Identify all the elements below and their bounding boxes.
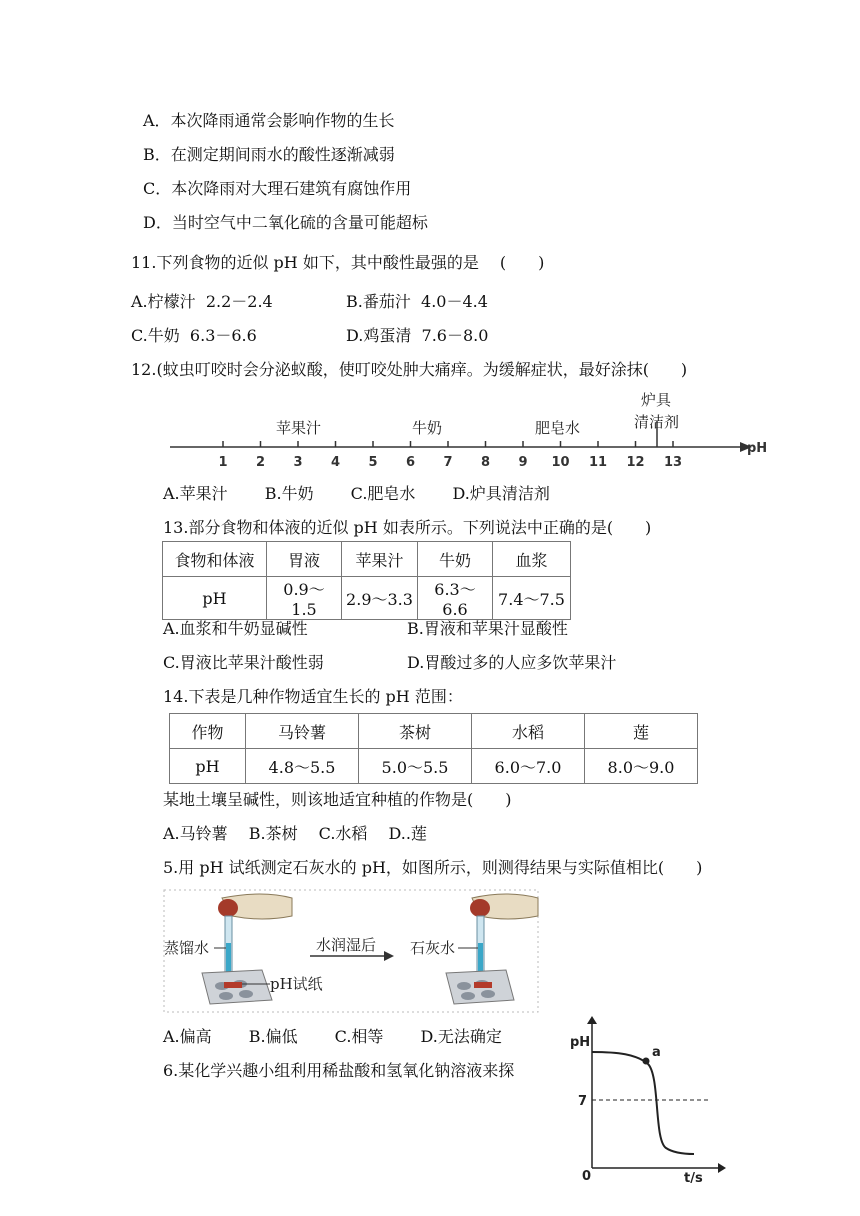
- table-row: [163, 577, 571, 620]
- y-axis-label: pH: [570, 1035, 591, 1050]
- label-milk: 牛奶: [412, 419, 443, 437]
- q13-option-d: D.胃酸过多的人应多饮苹果汁: [407, 653, 617, 672]
- dropper-bulb-icon: [218, 899, 238, 917]
- label-apple-juice: 苹果汁: [276, 419, 322, 437]
- table-cell: 2.9～3.3: [342, 577, 418, 620]
- q13-option-b: B.胃液和苹果汁显酸性: [407, 619, 568, 638]
- q11-stem: 11.下列食物的近似 pH 如下，其中酸性最强的是 ( ): [131, 253, 545, 272]
- ph-paper-strip: [474, 982, 492, 988]
- q13-stem: 13.部分食物和体液的近似 pH 如表所示。下列说法中正确的是( ): [163, 518, 652, 537]
- scale-tick-label: 2: [255, 455, 266, 470]
- y-axis-arrow: [587, 1016, 597, 1024]
- label-ph-paper: pH试纸: [270, 975, 323, 993]
- x-axis-arrow: [718, 1163, 726, 1173]
- scale-tick-label: 13: [663, 455, 683, 470]
- table-cell: pH: [170, 749, 246, 784]
- q10-option-b: B．在测定期间雨水的酸性逐渐减弱: [143, 145, 395, 164]
- scale-tick-label: 11: [588, 455, 608, 470]
- label-cleaner-line1: 炉具: [641, 391, 672, 409]
- scale-tick-label: 3: [293, 455, 303, 470]
- q11-option-c: C.牛奶 6.3－6.6: [131, 326, 257, 345]
- table-cell: 莲: [585, 714, 698, 749]
- scale-tick-label: 5: [368, 455, 378, 470]
- table-cell: 6.3～6.6: [418, 577, 493, 620]
- scale-tick-label: 7: [443, 455, 453, 470]
- q14-table: [169, 713, 698, 784]
- table-header-row: [170, 714, 698, 749]
- q14-options: A.马铃薯 B.茶树 C.水稻 D..莲: [163, 824, 427, 843]
- table-row: [170, 749, 698, 784]
- table-header-row: [163, 542, 571, 577]
- left-spot-plate: [202, 970, 272, 1004]
- q5-stem: 5.用 pH 试纸测定石灰水的 pH，如图所示，则测得结果与实际值相比( ): [163, 858, 703, 877]
- ph-paper-strip: [224, 982, 242, 988]
- table-cell: 6.0～7.0: [472, 749, 585, 784]
- scale-tick-label: 4: [330, 455, 341, 470]
- table-cell: 水稻: [472, 714, 585, 749]
- q6-stem: 6.某化学兴趣小组利用稀盐酸和氢氧化钠溶液来探: [163, 1061, 515, 1080]
- scale-tick-label: 9: [518, 455, 528, 470]
- scale-tick-label: 1: [218, 455, 228, 470]
- label-cleaner-line2: 清洁剂: [634, 413, 680, 431]
- right-spot-plate: [446, 970, 514, 1004]
- q10-option-a: A．本次降雨通常会影响作物的生长: [143, 111, 395, 130]
- q12-options: A.苹果汁 B.牛奶 C.肥皂水 D.炉具清洁剂: [163, 484, 550, 503]
- table-cell: 0.9～1.5: [267, 577, 342, 620]
- label-point-a: a: [652, 1045, 661, 1060]
- dropper-bulb-icon: [470, 899, 490, 917]
- q5-options: A.偏高 B.偏低 C.相等 D.无法确定: [163, 1027, 502, 1046]
- scale-tick-label: 12: [626, 455, 645, 470]
- q14-sub-stem: 某地土壤呈碱性，则该地适宜种植的作物是( ): [163, 790, 512, 809]
- arrow-head-icon: [384, 951, 394, 961]
- table-cell: 茶树: [359, 714, 472, 749]
- scale-tick-label: 8: [480, 455, 491, 470]
- table-cell: 7.4～7.5: [493, 577, 571, 620]
- table-cell: 作物: [170, 714, 246, 749]
- table-cell: 牛奶: [418, 542, 493, 577]
- label-distilled-water: 蒸馏水: [164, 939, 210, 957]
- ph-time-graph: [568, 1016, 738, 1186]
- q10-option-c: C．本次降雨对大理石建筑有腐蚀作用: [143, 179, 412, 198]
- label-origin: 0: [582, 1169, 592, 1184]
- q10-option-d: D．当时空气中二氧化硫的含量可能超标: [143, 213, 428, 232]
- scale-tick-label: 6: [405, 455, 416, 470]
- label-seven: 7: [578, 1094, 588, 1109]
- x-axis-label: t/s: [684, 1171, 703, 1186]
- q11-option-d: D.鸡蛋清 7.6－8.0: [346, 326, 489, 345]
- table-cell: 马铃薯: [246, 714, 359, 749]
- table-cell: 8.0～9.0: [585, 749, 698, 784]
- table-cell: 血浆: [493, 542, 571, 577]
- q13-option-a: A.血浆和牛奶显碱性: [163, 619, 308, 638]
- ph-curve: [592, 1052, 694, 1154]
- label-lime-water: 石灰水: [410, 939, 456, 957]
- q13-table: [162, 541, 571, 620]
- label-arrow-wetted: 水润湿后: [316, 936, 377, 954]
- scale-tick-label: 10: [551, 455, 570, 470]
- table-cell: 胃液: [267, 542, 342, 577]
- table-cell: 5.0～5.5: [359, 749, 472, 784]
- point-a: [643, 1058, 650, 1065]
- ph-scale-figure: [160, 385, 780, 475]
- ph-paper-figure: [162, 888, 540, 1014]
- q13-option-c: C.胃液比苹果汁酸性弱: [163, 653, 324, 672]
- table-cell: 食物和体液: [163, 542, 267, 577]
- q11-option-a: A.柠檬汁 2.2－2.4: [131, 292, 273, 311]
- label-soap-water: 肥皂水: [535, 419, 581, 437]
- axis-label-ph: pH: [747, 441, 768, 456]
- table-cell: pH: [163, 577, 267, 620]
- q11-option-b: B.番茄汁 4.0－4.4: [346, 292, 488, 311]
- q14-stem: 14.下表是几种作物适宜生长的 pH 范围：: [163, 687, 463, 706]
- table-cell: 4.8～5.5: [246, 749, 359, 784]
- table-cell: 苹果汁: [342, 542, 418, 577]
- q12-stem: 12.(蚊虫叮咬时会分泌蚁酸，使叮咬处肿大痛痒。为缓解症状，最好涂抹( ): [131, 360, 688, 379]
